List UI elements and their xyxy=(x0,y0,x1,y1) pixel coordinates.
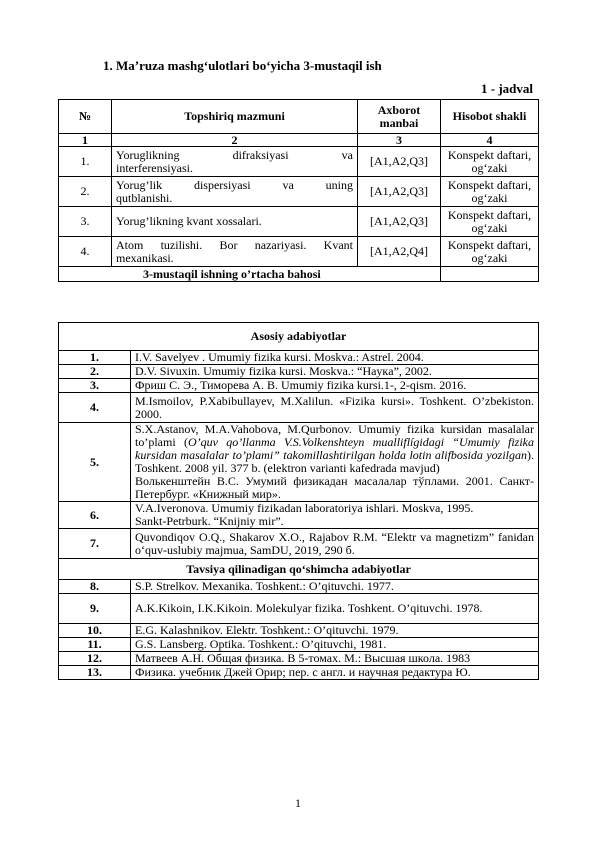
row-number: 3. xyxy=(59,207,112,237)
lit-number: 11. xyxy=(59,638,131,652)
task-content-line: interferensiyasi. xyxy=(116,160,193,175)
task-source: [A1,A2,Q4] xyxy=(358,237,441,267)
lit-text xyxy=(131,423,539,502)
lit-text-part: Волькенштейн В.С. Умумий физикадан масалалар тўплами. 2001. Санкт-Петербург. «Книжный мир». xyxy=(135,474,534,501)
table-row xyxy=(59,177,539,207)
task-content xyxy=(112,237,358,267)
task-report xyxy=(441,177,539,207)
lit-text-part: ). Toshkent. 2008 yil. 377 b. (elektron varianti kafedrada mavjud) xyxy=(135,448,534,475)
task-content xyxy=(112,177,358,207)
lit-text: M.Ismoilov, P.Xabibullayev, M.Xalilun. «Fizika kursi». Toshkent. O’zbekiston. 2000. xyxy=(131,393,539,423)
table-row xyxy=(59,147,539,177)
tasks-column-numbers xyxy=(59,134,539,147)
header-report: Hisobot shakli xyxy=(441,100,539,134)
table-row xyxy=(59,666,539,680)
lit-text: Quvondiqov O.Q., Shakarov X.O., Rajabov R.M. “Elektr va magnetizm” fanidan o‘quv-uslubiy majmua, SamDU, 2019, 290 б. xyxy=(131,529,539,559)
lit-number: 9. xyxy=(59,594,131,624)
report-line: Konspekt daftari, xyxy=(447,237,532,252)
task-report xyxy=(441,207,539,237)
lit-text: S.P. Strelkov. Mexanika. Toshkent.: O’qituvchi. 1977. xyxy=(131,580,539,594)
lit-text: D.V. Sivuxin. Umumiy fizika kursi. Moskva.: “Hayкa”, 2002. xyxy=(131,365,539,379)
lit-text: Физика. учебник Джей Орир; пер. с англ. и научная редактура Ю. xyxy=(131,666,539,680)
tasks-header-row xyxy=(59,100,539,134)
header-source: Axborot manbai xyxy=(358,100,441,134)
report-line: Konspekt daftari, xyxy=(447,147,532,162)
table-row xyxy=(59,580,539,594)
table-row xyxy=(59,594,539,624)
extra-literature-title: Tavsiya qilinadigan qo‘shimcha adabiyotlar xyxy=(59,559,539,580)
lit-text xyxy=(131,502,539,529)
section-heading: 1. Ma’ruza mashg‘ulotlari bo‘yicha 3-mustaqil ish xyxy=(103,58,382,73)
task-content-line: Yorug’likning kvant xossalari. xyxy=(116,214,262,228)
lit-number: 12. xyxy=(59,652,131,666)
report-line: og‘zaki xyxy=(471,160,508,175)
task-content-line: qutblanishi. xyxy=(116,190,173,205)
table-row xyxy=(59,393,539,423)
task-content-line: Yoruglikning difraksiyasi va xyxy=(116,147,353,162)
report-line: Konspekt daftari, xyxy=(447,207,532,222)
row-number: 1. xyxy=(59,147,112,177)
average-row xyxy=(59,267,539,282)
table-row xyxy=(59,502,539,529)
row-number: 2. xyxy=(59,177,112,207)
header-content: Topshiriq mazmuni xyxy=(112,100,358,134)
lit-number: 10. xyxy=(59,624,131,638)
lit-number: 2. xyxy=(59,365,131,379)
column-number-cell: 2 xyxy=(112,134,358,147)
column-number-cell: 3 xyxy=(358,134,441,147)
lit-number: 4. xyxy=(59,393,131,423)
task-content xyxy=(112,147,358,177)
page-number: 1 xyxy=(295,796,301,810)
lit-text: Матвеев А.Н. Общая физика. В 5-томах. М.: Высшая школа. 1983 xyxy=(131,652,539,666)
table-row xyxy=(59,624,539,638)
column-number-cell: 1 xyxy=(59,134,112,147)
report-line: og‘zaki xyxy=(471,250,508,265)
lit-text: A.K.Kikoin, I.K.Kikoin. Molekulyar fizika. Toshkent. O’qituvchi. 1978. xyxy=(131,594,539,624)
table-label: 1 - jadval xyxy=(481,81,533,96)
report-line: og‘zaki xyxy=(471,220,508,235)
task-content-line: Atom tuzilishi. Bor nazariyasi. Kvant xyxy=(116,237,353,252)
table-row xyxy=(59,638,539,652)
table-row xyxy=(59,529,539,559)
task-source: [A1,A2,Q3] xyxy=(358,177,441,207)
task-source: [A1,A2,Q3] xyxy=(358,207,441,237)
lit-number: 13. xyxy=(59,666,131,680)
lit-text: I.V. Savelyev . Umumiy fizika kursi. Moskva.: Astrel. 2004. xyxy=(131,351,539,365)
lit-text-part: V.A.Iveronova. Umumiy fizikadan laboratoriya ishlari. Moskva, 1995. xyxy=(135,501,474,515)
lit-number: 6. xyxy=(59,502,131,529)
report-line: og‘zaki xyxy=(471,190,508,205)
report-line: Konspekt daftari, xyxy=(447,177,532,192)
task-content-line: Yorug’lik dispersiyasi va uning xyxy=(116,177,353,192)
lit-number: 5. xyxy=(59,423,131,502)
header-number: № xyxy=(59,100,112,134)
table-row xyxy=(59,423,539,502)
row-number: 4. xyxy=(59,237,112,267)
table-row xyxy=(59,365,539,379)
table-row xyxy=(59,237,539,267)
average-label: 3-mustaqil ishning o’rtacha bahosi xyxy=(59,267,441,282)
main-literature-title: Asosiy adabiyotlar xyxy=(59,323,539,351)
lit-number: 8. xyxy=(59,580,131,594)
task-content xyxy=(112,207,358,237)
lit-text-italic: O’quv qo’llanma V.S.Volkenshteyn mualliflígidagi “Umumiy fizika kursidan masalalar to’plami” takomillashtirilgan holda lotin alifbosida yozilgan xyxy=(135,435,534,462)
table-row xyxy=(59,351,539,365)
average-value xyxy=(441,267,539,282)
task-report xyxy=(441,237,539,267)
column-number-cell: 4 xyxy=(441,134,539,147)
lit-text: Фриш С. Э., Тиморева А. В. Umumiy fizika kursi.1-, 2-qism. 2016. xyxy=(131,379,539,393)
lit-number: 7. xyxy=(59,529,131,559)
lit-text: G.S. Lansberg. Optika. Toshkent.: O’qituvchi, 1981. xyxy=(131,638,539,652)
lit-number: 1. xyxy=(59,351,131,365)
literature-table xyxy=(58,322,539,680)
lit-text-part: Sankt-Petrburk. “Knijniy mir”. xyxy=(135,514,284,528)
table-row xyxy=(59,379,539,393)
table-row xyxy=(59,652,539,666)
lit-text: E.G. Kalashnikov. Elektr. Toshkent.: O’qituvchi. 1979. xyxy=(131,624,539,638)
table-row xyxy=(59,207,539,237)
task-content-line: mexanikasi. xyxy=(116,250,174,265)
task-report xyxy=(441,147,539,177)
lit-text-part: S.X.Astanov, M.A.Vahobova, M.Qurbonov. Umumiy fizika kursidan masalalar to’plami ( xyxy=(135,422,534,449)
task-source: [A1,A2,Q3] xyxy=(358,147,441,177)
lit-number: 3. xyxy=(59,379,131,393)
tasks-table xyxy=(58,99,539,282)
